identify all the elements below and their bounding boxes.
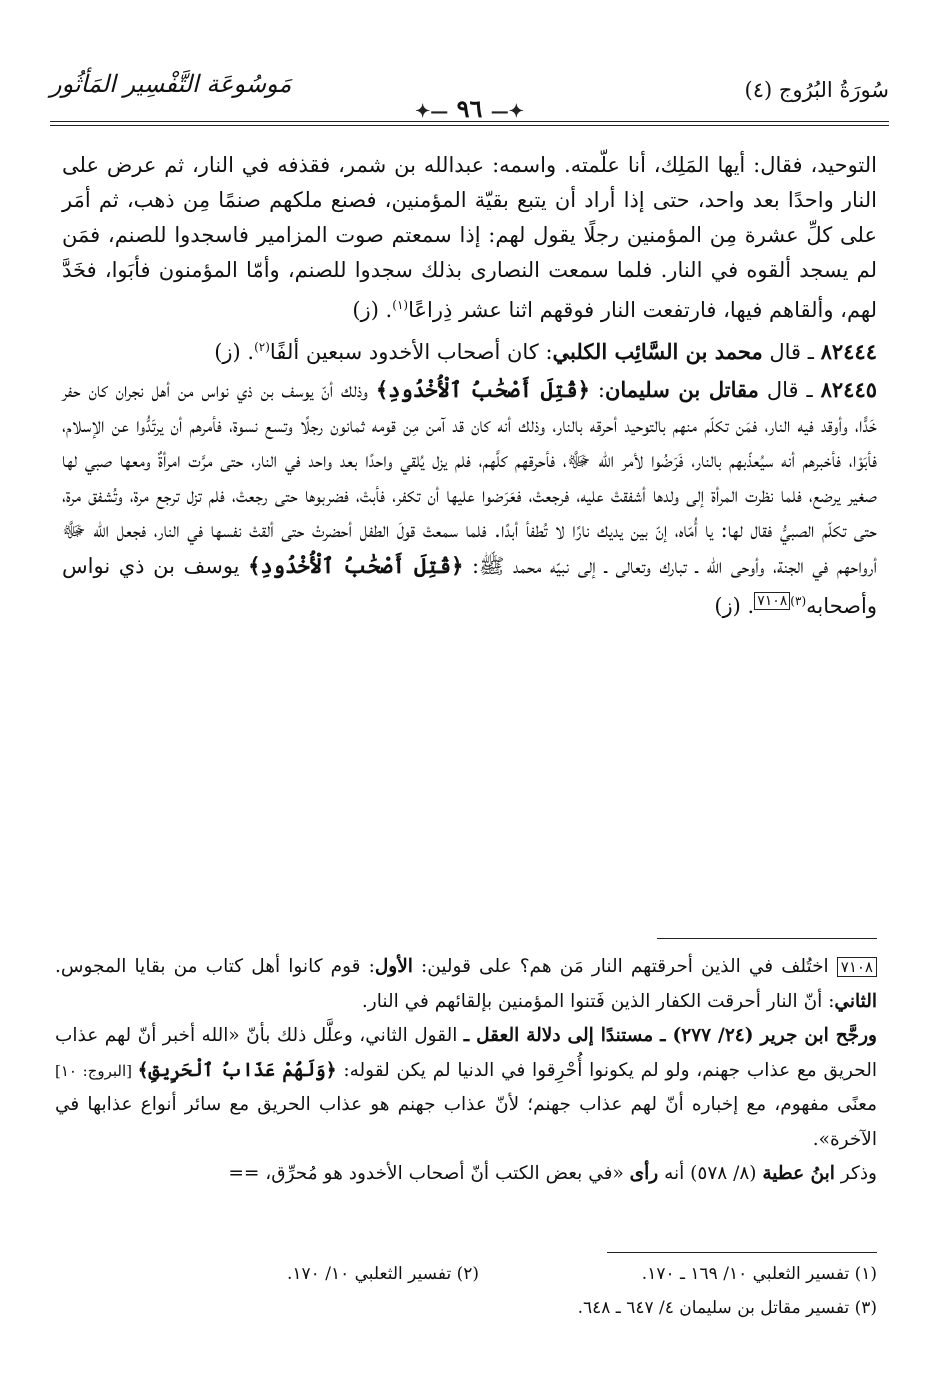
commentary-text: (٨/ ٥٧٨) أنه [658, 1163, 763, 1184]
commentary-text: القول الثاني، وعلَّل ذلك بأنّ «الله أخبر أنّ لهم عذاب الحريق مع عذاب جهنم، ولو لم يكونوا أُحْرِقوا في الدنيا لم يكن لقوله: [55, 1025, 877, 1081]
entry-82444 [62, 330, 877, 370]
book-title: مَوسُوعَة التَّفْسِير المَأثُور [50, 70, 292, 98]
commentary-bold: الأول [374, 956, 413, 977]
commentary-text: : أنّ النار أحرقت الكفار الذين فَتنوا المؤمنين بإلقائهم في النار. [361, 990, 835, 1012]
header-rule [50, 121, 889, 122]
entry-text: : كان أصحاب الأخدود سبعين ألفًا [269, 340, 553, 364]
page-header [50, 70, 889, 130]
entry-82445 [62, 372, 877, 624]
narrator-name: مقاتل بن سليمان [604, 377, 759, 402]
footnote-1: (١) تفسير الثعلبي ١٠/ ١٦٩ ـ ١٧٠. [641, 1264, 877, 1284]
source-tag: . (ز) [714, 594, 755, 618]
commentary-para-1 [55, 950, 877, 1019]
ornament-left-icon: ✦— [415, 101, 449, 122]
commentary-text: «في بعض الكتب أنّ أصحاب الأخدود هو مُحرِّق، == [228, 1163, 630, 1184]
narrator-name: محمد بن السَّائِب الكلبي [552, 339, 763, 364]
page-number-text: ٩٦ [456, 94, 483, 123]
commentary-bold: ورجَّح ابن جرير (٢٤/ ٢٧٧) ـ مستندًا إلى دلالة العقل ـ [463, 1025, 877, 1046]
commentary-separator [657, 938, 877, 939]
commentary-text: : قوم كانوا أهل كتاب من بقايا المجوس. [55, 956, 375, 977]
paragraph-continuation [62, 148, 877, 328]
quran-quote: ﴿وَلَهُمْ عَذَابُ ٱلْحَرِيقِ﴾ [137, 1059, 337, 1081]
entry-colon: : [589, 378, 605, 402]
commentary-bold: رأى [629, 1163, 659, 1184]
header-rule-thin [50, 125, 889, 126]
footnote-ref: (٣) [790, 594, 807, 608]
surah-title: سُورَةُ البُرُوج (٤) [744, 78, 889, 102]
commentary-bold: الثاني [834, 990, 877, 1012]
entry-intro: ـ قال [762, 340, 821, 364]
entry-intro: ـ قال [758, 378, 821, 402]
main-text [62, 148, 877, 624]
footnote-2: (٢) تفسير الثعلبي ١٠/ ١٧٠. [286, 1264, 479, 1284]
entry-text: وذلك أنّ يوسف بن ذي نواس من أهل نجران كان حفر خَدًّا، وأوقد فيه النار، فمَن تكلّم منهم بالتوحيد أحرقه بالنار، وذلك أنه كان قد آمن مِن قومه ثمانون رجلًا وتسع نسوة، فأمرهم أن يرتَدُّوا عن الإسلام، فأبَوْا، فأخبرهم أنه سيُعذّبهم بالنار، فَرَضُوا لأمر الله ﷻ، فأحرقهم كلَّهم، فلم يزل يُلقي واحدًا بعد واحد في النار، حتى مرَّت امرأةٌ ومعها صبي لها صغير يرضع، فلما نظرت المرأة إلى ولدها أشفقتْ عليه، فرجعتْ، فعَرَضوا عليها أن تكفر، فأبتْ، فضربوها حتى رجعتْ، فلم تزل ترجع مرة، وتُشفق مرة، حتى تكلّم الصبيُّ فقال لها: يا أُمّاه، إنّ بين يديك نارًا لا تُطفأ أبدًا. فلما سمعتْ قولَ الطفل أحضرتْ حتى ألقتْ نفسها في النار، فجعل الله ﷻ أرواحهم في الجنة، وأوحى الله ـ تبارك وتعالى ـ إلى نبيّه محمد ﷺ: [62, 378, 878, 578]
commentary-block [55, 950, 877, 1192]
commentary-ref-box: ٧١٠٨ [754, 592, 790, 610]
entry-number: ٨٢٤٤٤ [820, 339, 877, 364]
ornament-right-icon: —✦ [490, 101, 524, 122]
footnote-ref: (٢) [254, 340, 270, 354]
footnote-3: (٣) تفسير مقاتل بن سليمان ٤/ ٦٤٧ ـ ٦٤٨. [577, 1298, 877, 1318]
ayah-reference: [البروج: ١٠] [55, 1061, 138, 1080]
commentary-para-2 [55, 1019, 877, 1157]
paragraph-text: التوحيد، فقال: أيها المَلِك، أنا علّمته. واسمه: عبدالله بن شمر، فقذفه في النار، ثم عرض على النار واحدًا بعد واحد، حتى إذا أراد أن يتبع بقيّة المؤمنين، فصنع ملكهم صنمًا مِن ذهب، ثم أمَر على كلِّ عشرة مِن المؤمنين رجلًا يقول لهم: إذا سمعتم صوت المزامير فاسجدوا للصنم، فمَن لم يسجد ألقوه في النار. فلما سمعت النصارى بذلك سجدوا للصنم، وأمّا المؤمنون فأبَوا، فخَدَّ لهم، وألقاهم فيها، فارتفعت النار فوقهم اثنا عشر ذِراعًا [62, 153, 877, 322]
entry-number: ٨٢٤٤٥ [820, 377, 878, 402]
source-tag: . (ز) [352, 298, 393, 322]
commentary-id-box: ٧١٠٨ [837, 957, 877, 977]
commentary-text: معنًى مفهوم، مع إخباره أنّ لهم عذاب جهنم؛ لأنّ عذاب جهنم هو عذاب الحريق مع سائر أنواع عذابها في الآخرة». [55, 1094, 877, 1150]
footnote-ref: (١) [392, 298, 409, 312]
commentary-text: اختُلف في الذين أحرقتهم النار مَن هم؟ على قولين: [412, 956, 837, 977]
footnote-separator [607, 1252, 877, 1253]
entry-text-end: يوسف بن ذي نواس وأصحابه [62, 554, 877, 618]
quran-quote: ﴿قُتِلَ أَصْحَٰبُ ٱلْأُخْدُودِ﴾ [248, 553, 464, 578]
commentary-text: وذكر [834, 1163, 877, 1184]
source-tag: . (ز) [214, 340, 255, 364]
commentary-bold: ابنُ عطية [762, 1163, 835, 1184]
commentary-para-3 [55, 1157, 877, 1192]
quran-quote: ﴿قُتِلَ أَصْحَٰبُ ٱلْأُخْدُودِ﴾ [375, 377, 590, 402]
